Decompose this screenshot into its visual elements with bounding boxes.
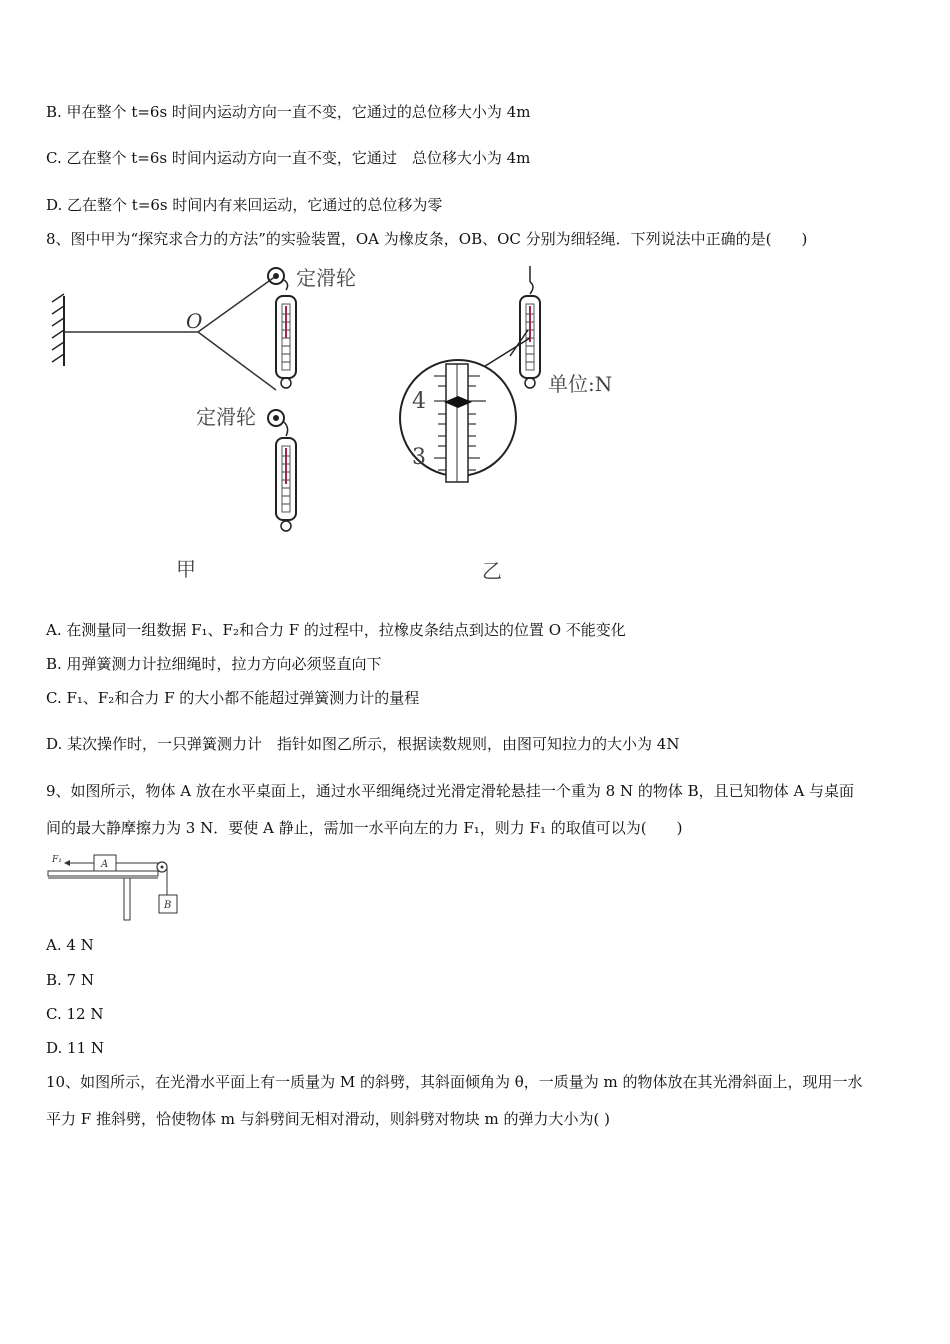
q8-option-b: B. 用弹簧测力计拉细绳时，拉力方向必须竖直向下 <box>46 655 382 673</box>
q9-option-d: D. 11 N <box>46 1039 105 1057</box>
caption-yi: 乙 <box>482 559 502 583</box>
unit-label: 单位:N <box>548 372 613 396</box>
wall-icon <box>52 294 64 366</box>
q7-option-d: D. 乙在整个 t=6s 时间内有来回运动，它通过的总位移为零 <box>46 196 443 214</box>
q7-option-c: C. 乙在整个 t=6s 时间内运动方向一直不变，它通过 总位移大小为 4m <box>46 149 531 167</box>
pulley-top-icon <box>268 268 284 284</box>
force-f1-label: F₁ <box>52 855 62 865</box>
point-o-label: O <box>186 309 203 333</box>
q9-option-c: C. 12 N <box>46 1005 104 1023</box>
pulley-top-label: 定滑轮 <box>296 266 356 290</box>
tick-3-label: 3 <box>412 445 426 470</box>
q9-option-b: B. 7 N <box>46 971 94 989</box>
q8-option-c: C. F₁、F₂和合力 F 的大小都不能超过弹簧测力计的量程 <box>46 689 420 707</box>
q9-stem-line1: 9、如图所示，物体 A 放在水平桌面上，通过水平细绳绕过光滑定滑轮悬挂一个重为 8 N 的物体 B，且已知物体 A 与桌面 <box>46 782 855 800</box>
q9-option-a: A. 4 N <box>46 936 94 954</box>
q8-option-a: A. 在测量同一组数据 F₁、F₂和合力 F 的过程中，拉橡皮条结点到达的位置 O 不能变化 <box>46 621 626 639</box>
spring-scale-bottom-icon <box>276 422 296 531</box>
q8-stem: 8、图中甲为“探究求合力的方法”的实验装置，OA 为橡皮条，OB、OC 分别为细轻绳．下列说法中正确的是( ) <box>46 230 808 248</box>
spring-scale-top-icon <box>276 280 296 388</box>
q8-figure <box>40 258 640 588</box>
block-a-label: A <box>101 859 109 870</box>
q7-option-b: B. 甲在整个 t=6s 时间内运动方向一直不变，它通过的总位移大小为 4m <box>46 103 531 121</box>
spring-scale-yi-icon <box>520 266 540 388</box>
q8-option-d: D. 某次操作时，一只弹簧测力计 指针如图乙所示，根据读数规则，由图可知拉力的大小为 4N <box>46 735 680 753</box>
q9-figure <box>46 850 186 924</box>
caption-jia: 甲 <box>176 557 196 581</box>
pulley-bottom-icon <box>268 410 284 426</box>
pulley-bottom-label: 定滑轮 <box>196 405 256 429</box>
q10-stem-line1: 10、如图所示，在光滑水平面上有一质量为 M 的斜劈，其斜面倾角为 θ，一质量为 m 的物体放在其光滑斜面上，现用一水 <box>46 1073 863 1091</box>
tick-4-label: 4 <box>412 389 426 414</box>
q10-stem-line2: 平力 F 推斜劈，恰使物体 m 与斜劈间无相对滑动，则斜劈对物块 m 的弹力大小为( ) <box>46 1110 610 1128</box>
block-b-label: B <box>164 900 172 911</box>
q9-stem-line2: 间的最大静摩擦力为 3 N．要使 A 静止，需加一水平向左的力 F₁，则力 F₁ 的取值可以为( ) <box>46 819 683 837</box>
